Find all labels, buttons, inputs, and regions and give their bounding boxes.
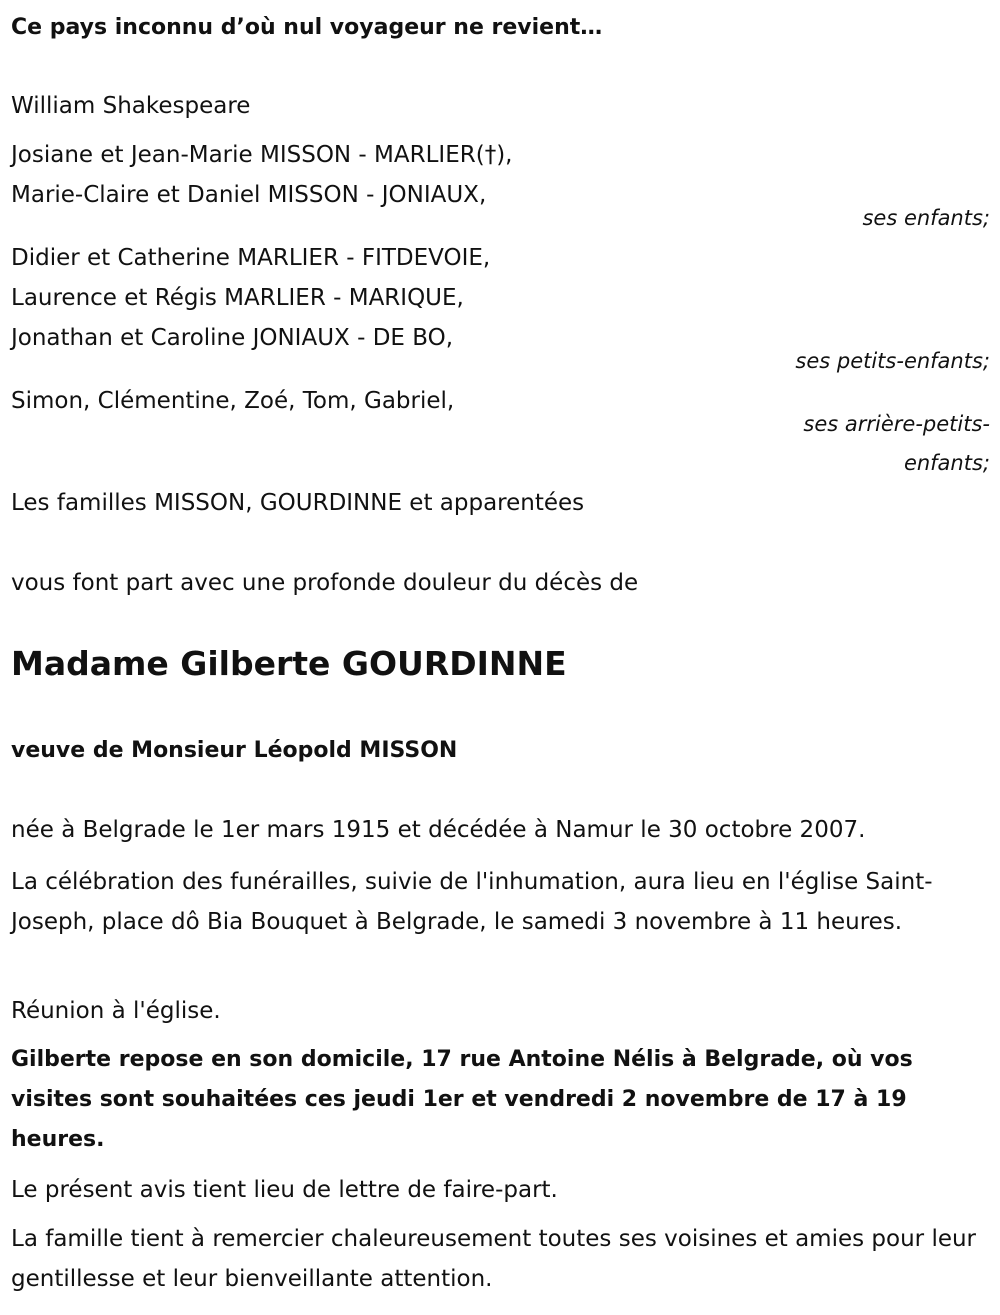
- thanks: La famille tient à remercier chaleureusement toutes ses voisines et amies pour leur gentillesse et leur bienveillante attention.: [11, 1226, 977, 1292]
- funeral-details: La célébration des funérailles, suivie de l'inhumation, aura lieu en l'église Saint-Joseph, place dô Bia Bouquet à Belgrade, le samedi 3 novembre à 11 heures.: [11, 869, 933, 935]
- child-line: Marie-Claire et Daniel MISSON - JONIAUX,: [11, 182, 487, 208]
- meeting: Réunion à l'église.: [11, 998, 221, 1024]
- great-grandchildren-label-cont: enfants;: [903, 451, 990, 475]
- visitation: Gilberte repose en son domicile, 17 rue Antoine Nélis à Belgrade, où vos visites sont souhaitées ces jeudi 1er et vendredi 2 novembre de 17 à 19 heures.: [11, 1047, 913, 1152]
- widow-of: veuve de Monsieur Léopold MISSON: [11, 738, 458, 763]
- grandchild-line: Didier et Catherine MARLIER - FITDEVOIE,: [11, 245, 491, 271]
- grandchild-line: Laurence et Régis MARLIER - MARIQUE,: [11, 285, 464, 311]
- notice: Le présent avis tient lieu de lettre de faire-part.: [11, 1177, 558, 1203]
- great-grandchildren-label: ses arrière-petits-: [803, 412, 990, 436]
- birth-death: née à Belgrade le 1er mars 1915 et décédée à Namur le 30 octobre 2007.: [11, 817, 866, 843]
- children-label: ses enfants;: [862, 206, 990, 230]
- families: Les familles MISSON, GOURDINNE et apparentées: [11, 490, 585, 516]
- grandchildren-label: ses petits-enfants;: [795, 349, 990, 373]
- child-line: Josiane et Jean-Marie MISSON - MARLIER(†),: [11, 142, 513, 168]
- deceased-name: Madame Gilberte GOURDINNE: [11, 644, 567, 683]
- epigraph: Ce pays inconnu d’où nul voyageur ne revient…: [11, 15, 603, 40]
- grandchild-line: Jonathan et Caroline JONIAUX - DE BO,: [11, 325, 454, 351]
- great-grandchildren: Simon, Clémentine, Zoé, Tom, Gabriel,: [11, 388, 455, 414]
- epigraph-author: William Shakespeare: [11, 93, 251, 119]
- announcement: vous font part avec une profonde douleur du décès de: [11, 570, 639, 596]
